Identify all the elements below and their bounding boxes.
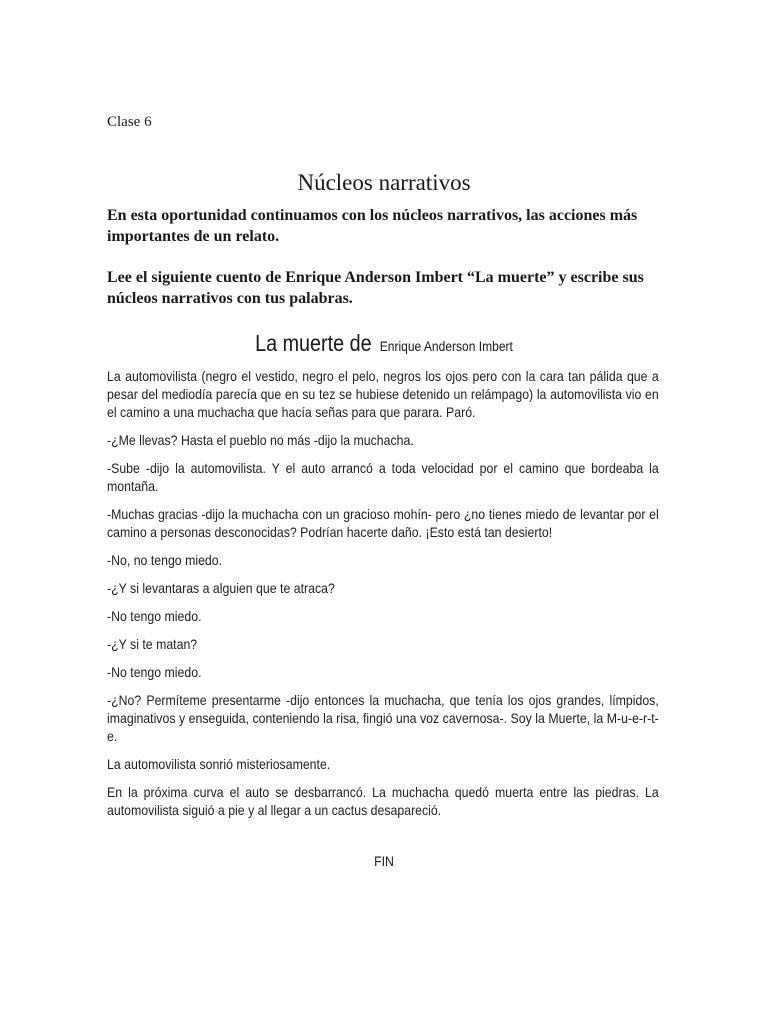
story-body xyxy=(107,367,659,829)
story-paragraph: En la próxima curva el auto se desbarrancó. La muchacha quedó muerta entre las piedras. La automovilista siguió a pie y al llegar a un cactus desapareció. xyxy=(107,784,659,818)
instruction-paragraph-2: Lee el siguiente cuento de Enrique Anderson Imbert “La muerte” y escribe sus núcleos narrativos con tus palabras. xyxy=(107,269,644,307)
page-title: Núcleos narrativos xyxy=(297,170,471,196)
story-paragraph: -¿No? Permíteme presentarme -dijo entonces la muchacha, que tenía los ojos grandes, límpidos, imaginativos y enseguida, conteniendo la risa, fingió una voz cavernosa-. Soy la Muerte, la M-u-e-r-t-e. xyxy=(107,692,659,744)
story-paragraph: -No tengo miedo. xyxy=(107,608,202,624)
story-title: La muerte de xyxy=(255,330,372,356)
story-paragraph: -No tengo miedo. xyxy=(107,664,202,680)
story-paragraph: -No, no tengo miedo. xyxy=(107,552,223,568)
story-paragraph: La automovilista sonrió misteriosamente. xyxy=(107,756,331,772)
story-paragraph: La automovilista (negro el vestido, negro el pelo, negros los ojos pero con la cara tan pálida que a pesar del mediodía parecía que en su tez se hubiese detenido un relámpago) la automovilista vio en el camino a una muchacha que hacía señas para que parara. Paró. xyxy=(107,368,659,420)
story-heading xyxy=(54,329,714,360)
story-paragraph: -¿Y si te matan? xyxy=(107,636,198,652)
instruction-paragraph-1: En esta oportunidad continuamos con los núcleos narrativos, las acciones más importantes de un relato. xyxy=(107,207,638,245)
story-author: Enrique Anderson Imbert xyxy=(379,338,513,354)
story-paragraph: -¿Me llevas? Hasta el pueblo no más -dijo la muchacha. xyxy=(107,432,414,448)
story-paragraph: -¿Y si levantaras a alguien que te atraca? xyxy=(107,580,335,596)
story-paragraph: -Sube -dijo la automovilista. Y el auto arrancó a toda velocidad por el camino que bordeaba la montaña. xyxy=(107,460,659,494)
story-paragraph: -Muchas gracias -dijo la muchacha con un gracioso mohín- pero ¿no tienes miedo de levantar por el camino a personas desconocidas? Podrían hacerte daño. ¡Esto está tan desierto! xyxy=(107,506,659,540)
story-end-label: FIN xyxy=(374,853,394,869)
class-label: Clase 6 xyxy=(107,114,152,130)
